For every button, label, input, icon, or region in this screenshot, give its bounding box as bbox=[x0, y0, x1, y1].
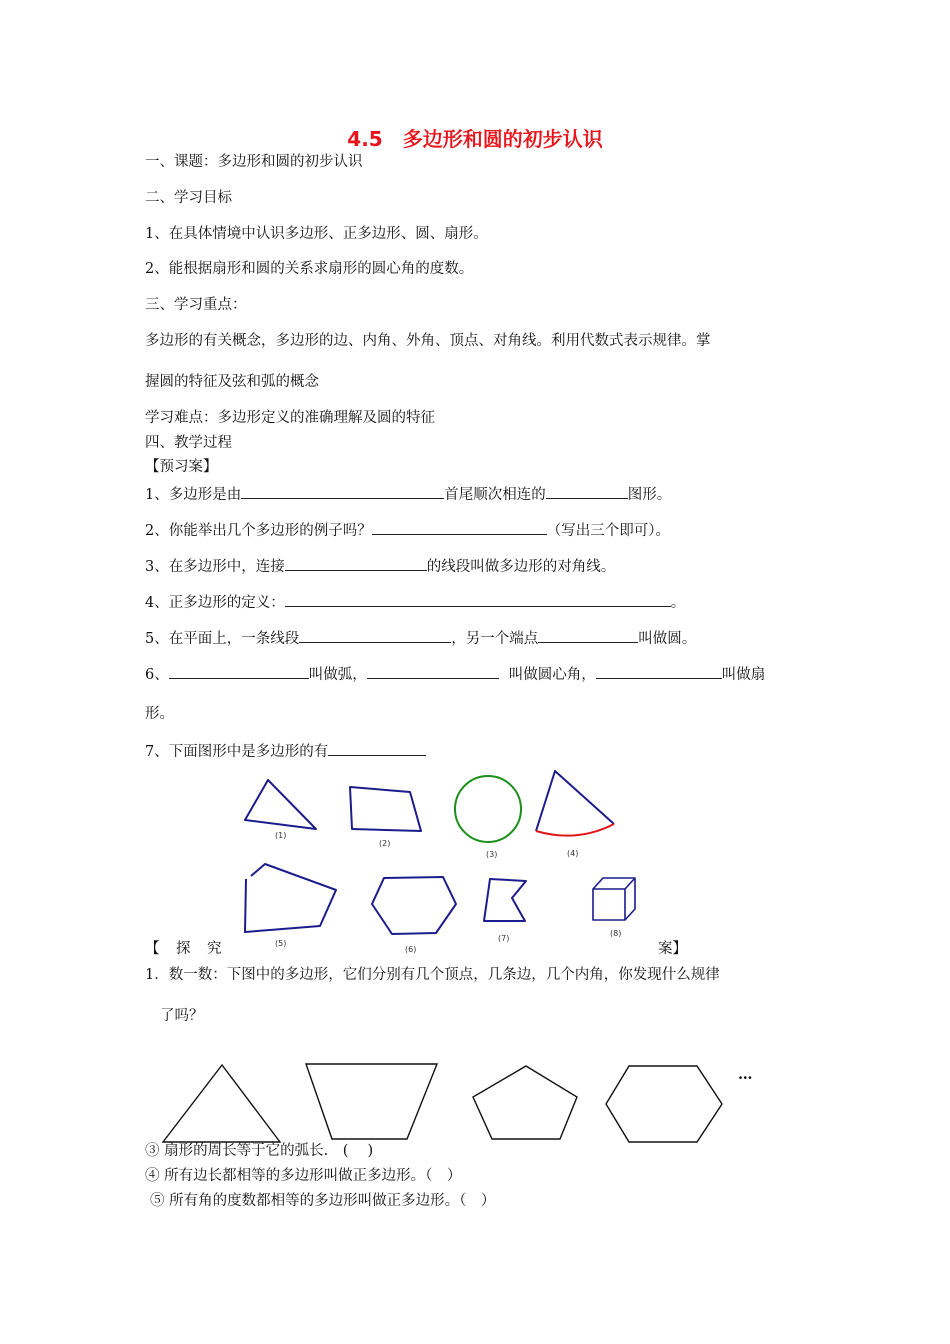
figure-7-concave-polygon bbox=[484, 879, 526, 921]
q1-text-c: 图形。 bbox=[627, 487, 672, 503]
q5-text-a: 5、在平面上，一条线段 bbox=[145, 631, 300, 647]
explore-hexagon bbox=[606, 1066, 722, 1142]
figure-8-cube bbox=[593, 878, 635, 920]
objective-2: 2、能根据扇形和圆的关系求扇形的圆心角的度数。 bbox=[145, 261, 474, 277]
keypoints-line-1: 多边形的有关概念，多边形的边、内角、外角、顶点、对角线。利用代数式表示规律。掌 bbox=[145, 333, 711, 349]
section-keypoints: 三、学习重点： bbox=[145, 297, 247, 313]
figure-label-3: (3) bbox=[486, 850, 498, 859]
figure-2-quadrilateral bbox=[350, 787, 421, 831]
figure-1-triangle bbox=[245, 780, 316, 829]
objective-1: 1、在具体情境中认识多边形、正多边形、圆、扇形。 bbox=[145, 226, 488, 242]
explore-question-1: 1．数一数：下图中的多边形，它们分别有几个顶点，几条边，几个内角，你发现什么规律 bbox=[145, 967, 720, 983]
difficulties: 学习难点：多边形定义的准确理解及圆的特征 bbox=[145, 410, 435, 426]
explore-pentagon bbox=[473, 1066, 577, 1139]
q4-text-b: 。 bbox=[670, 595, 686, 611]
judge-item-4: ④ 所有边长都相等的多边形叫做正多边形。（ ） bbox=[145, 1168, 462, 1184]
q1-text-a: 1、多边形是由 bbox=[145, 487, 242, 503]
explore-question-1-cont: 了吗？ bbox=[160, 1008, 204, 1024]
figure-3-circle bbox=[455, 776, 521, 842]
explore-ellipsis: … bbox=[738, 1066, 753, 1083]
figure-4-sector-sides bbox=[536, 771, 614, 831]
section-objectives: 二、学习目标 bbox=[145, 190, 232, 206]
q6-text-a: 6、 bbox=[145, 667, 169, 683]
q7-text: 7、下面图形中是多边形的有 bbox=[145, 744, 329, 760]
explore-heading-char-1: 探 bbox=[176, 941, 191, 957]
q1-text-b: 首尾顺次相连的 bbox=[444, 487, 546, 503]
explore-trapezoid bbox=[306, 1064, 437, 1139]
lesson-topic: 一、课题：多边形和圆的初步认识 bbox=[145, 154, 363, 170]
judge-item-3: ③ 扇形的周长等于它的弧长. ( ) bbox=[145, 1143, 374, 1159]
figure-label-5: (5) bbox=[275, 939, 287, 948]
q4-text-a: 4、正多边形的定义： bbox=[145, 595, 285, 611]
explore-triangle bbox=[163, 1065, 280, 1142]
question-6-cont: 形。 bbox=[145, 706, 174, 722]
q5-text-b: ，另一个端点 bbox=[451, 631, 539, 647]
preview-heading: 【预习案】 bbox=[145, 459, 218, 475]
q6-text-c: 叫做圆心角， bbox=[508, 667, 596, 683]
q5-text-c: 叫做圆。 bbox=[638, 631, 697, 647]
q2-text-a: 2、你能举出几个多边形的例子吗？ bbox=[145, 523, 372, 539]
q6-text-b: 叫做弧， bbox=[308, 667, 367, 683]
figure-6-hexagon bbox=[372, 877, 456, 934]
explore-heading-bracket: 【 bbox=[145, 941, 160, 957]
q2-text-b: （写出三个即可）。 bbox=[546, 523, 670, 539]
figure-4-sector-arc bbox=[536, 824, 614, 836]
figure-label-8: (8) bbox=[610, 929, 622, 938]
keypoints-line-2: 握圆的特征及弦和弧的概念 bbox=[145, 374, 319, 390]
explore-heading-end: 案】 bbox=[658, 941, 687, 957]
figure-label-6: (6) bbox=[405, 945, 417, 954]
figure-label-2: (2) bbox=[379, 839, 391, 848]
figure-label-1: (1) bbox=[275, 831, 287, 840]
judge-item-5: ⑤ 所有角的度数都相等的多边形叫做正多边形。（ ） bbox=[150, 1193, 496, 1209]
figure-label-7: (7) bbox=[498, 934, 510, 943]
figure-5-open-polygon bbox=[245, 864, 336, 932]
explore-heading-char-2: 究 bbox=[207, 941, 222, 957]
q3-text-b: 的线段叫做多边形的对角线。 bbox=[426, 559, 616, 575]
q6-text-d: 叫做扇 bbox=[721, 667, 766, 683]
q3-text-a: 3、在多边形中，连接 bbox=[145, 559, 285, 575]
section-process: 四、教学过程 bbox=[145, 435, 232, 451]
figure-label-4: (4) bbox=[567, 849, 579, 858]
page-title: 4.5 多边形和圆的初步认识 bbox=[347, 127, 603, 151]
